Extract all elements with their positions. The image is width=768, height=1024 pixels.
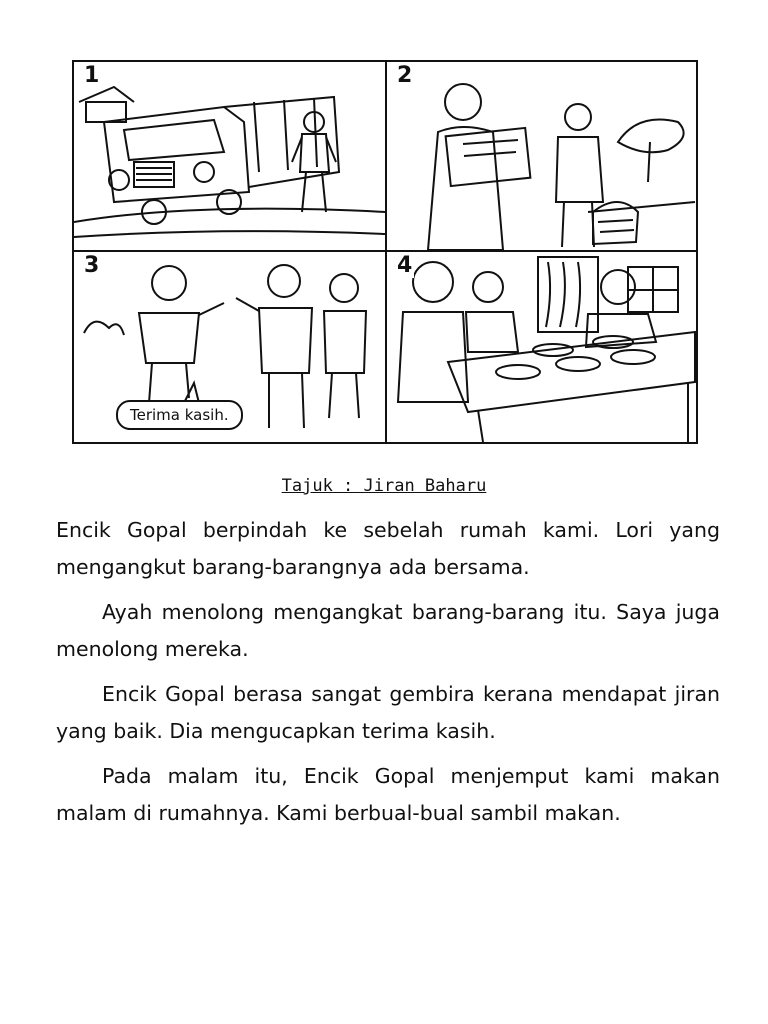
paragraph: Encik Gopal berpindah ke sebelah rumah kami. Lori yang mengangkut barang-barangnya ada bersama. <box>56 518 720 579</box>
panel-number: 3 <box>84 253 100 278</box>
story-title: Tajuk : Jiran Baharu <box>281 476 487 496</box>
story-text <box>56 512 720 840</box>
panel-number: 1 <box>84 63 100 88</box>
comic-panel-4 <box>387 252 696 442</box>
dinner-scene-illustration <box>387 252 696 442</box>
lorry-scene-illustration <box>74 62 385 250</box>
comic-strip <box>72 60 698 444</box>
paragraph: Encik Gopal berasa sangat gembira kerana mendapat jiran yang baik. Dia mengucapkan terima kasih. <box>56 682 720 743</box>
paragraph: Pada malam itu, Encik Gopal menjemput kami makan malam di rumahnya. Kami berbual-bual sambil makan. <box>56 764 720 825</box>
comic-panel-1 <box>74 62 387 252</box>
carrying-boxes-illustration <box>387 62 696 250</box>
panel-number: 2 <box>397 63 413 88</box>
comic-panel-2 <box>387 62 696 252</box>
speech-bubble: Terima kasih. <box>116 400 243 430</box>
paragraph: Ayah menolong mengangkat barang-barang itu. Saya juga menolong mereka. <box>56 600 720 661</box>
panel-number: 4 <box>397 253 413 278</box>
comic-panel-3 <box>74 252 387 442</box>
